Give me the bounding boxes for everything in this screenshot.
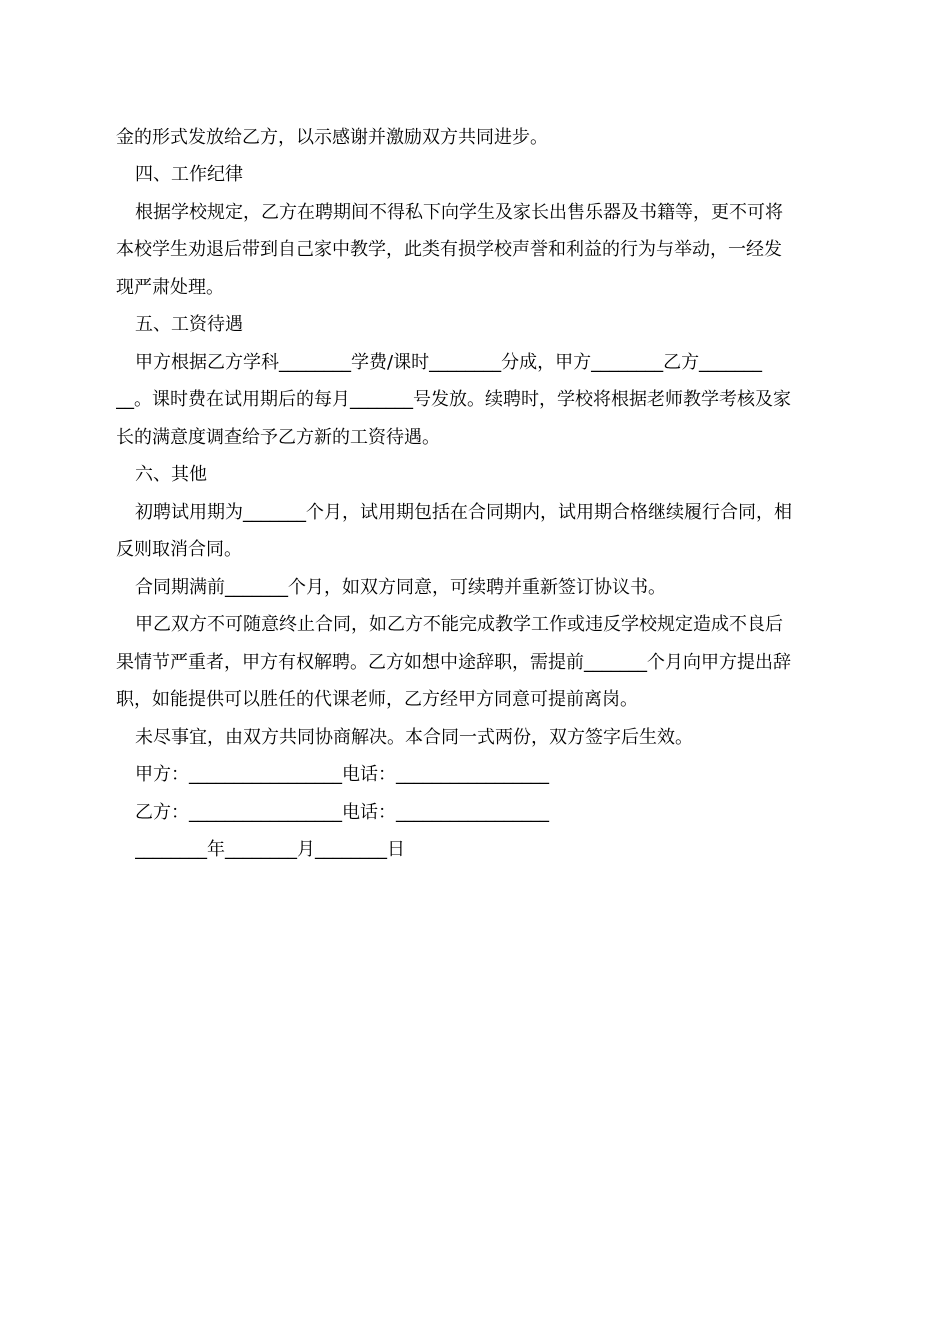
termination-paragraph-line-2: 果情节严重者，甲方有权解聘。乙方如想中途辞职，需提前_______个月向甲方提出辞 — [116, 652, 791, 673]
discipline-paragraph-line-2: 本校学生劝退后带到自己家中教学，此类有损学校声誉和利益的行为与举动，一经发 — [116, 239, 782, 260]
closing-paragraph: 未尽事宜，由双方共同协商解决。本合同一式两份，双方签字后生效。 — [135, 727, 693, 748]
termination-paragraph-line-1: 甲乙双方不可随意终止合同，如乙方不能完成教学工作或违反学校规定造成不良后 — [135, 614, 783, 635]
termination-paragraph-line-3: 职，如能提供可以胜任的代课老师，乙方经甲方同意可提前离岗。 — [116, 689, 638, 710]
section-heading-other: 六、其他 — [135, 464, 207, 485]
paragraph-continuation-bonus: 金的形式发放给乙方，以示感谢并激励双方共同进步。 — [116, 127, 548, 148]
discipline-paragraph-line-3: 现严肃处理。 — [116, 277, 224, 298]
salary-paragraph-line-3: 长的满意度调查给予乙方新的工资待遇。 — [116, 427, 440, 448]
salary-paragraph-line-1: 甲方根据乙方学科________学费/课时________分成，甲方________乙方_______ — [135, 352, 763, 373]
discipline-paragraph-line-1: 根据学校规定，乙方在聘期间不得私下向学生及家长出售乐器及书籍等，更不可将 — [135, 202, 783, 223]
probation-paragraph-line-2: 反则取消合同。 — [116, 539, 242, 560]
probation-paragraph-line-1: 初聘试用期为_______个月，试用期包括在合同期内，试用期合格继续履行合同，相 — [135, 502, 792, 523]
section-heading-work-discipline: 四、工作纪律 — [135, 164, 243, 185]
section-heading-salary: 五、工资待遇 — [135, 314, 243, 335]
party-b-signature-line: 乙方：_________________电话：_________________ — [135, 802, 549, 823]
renewal-paragraph: 合同期满前_______个月，如双方同意，可续聘并重新签订协议书。 — [135, 577, 666, 598]
date-line: ________年________月________日 — [135, 839, 405, 860]
salary-paragraph-line-2: __。课时费在试用期后的每月_______号发放。续聘时，学校将根据老师教学考核及家 — [116, 389, 791, 410]
party-a-signature-line: 甲方：_________________电话：_________________ — [135, 764, 549, 785]
